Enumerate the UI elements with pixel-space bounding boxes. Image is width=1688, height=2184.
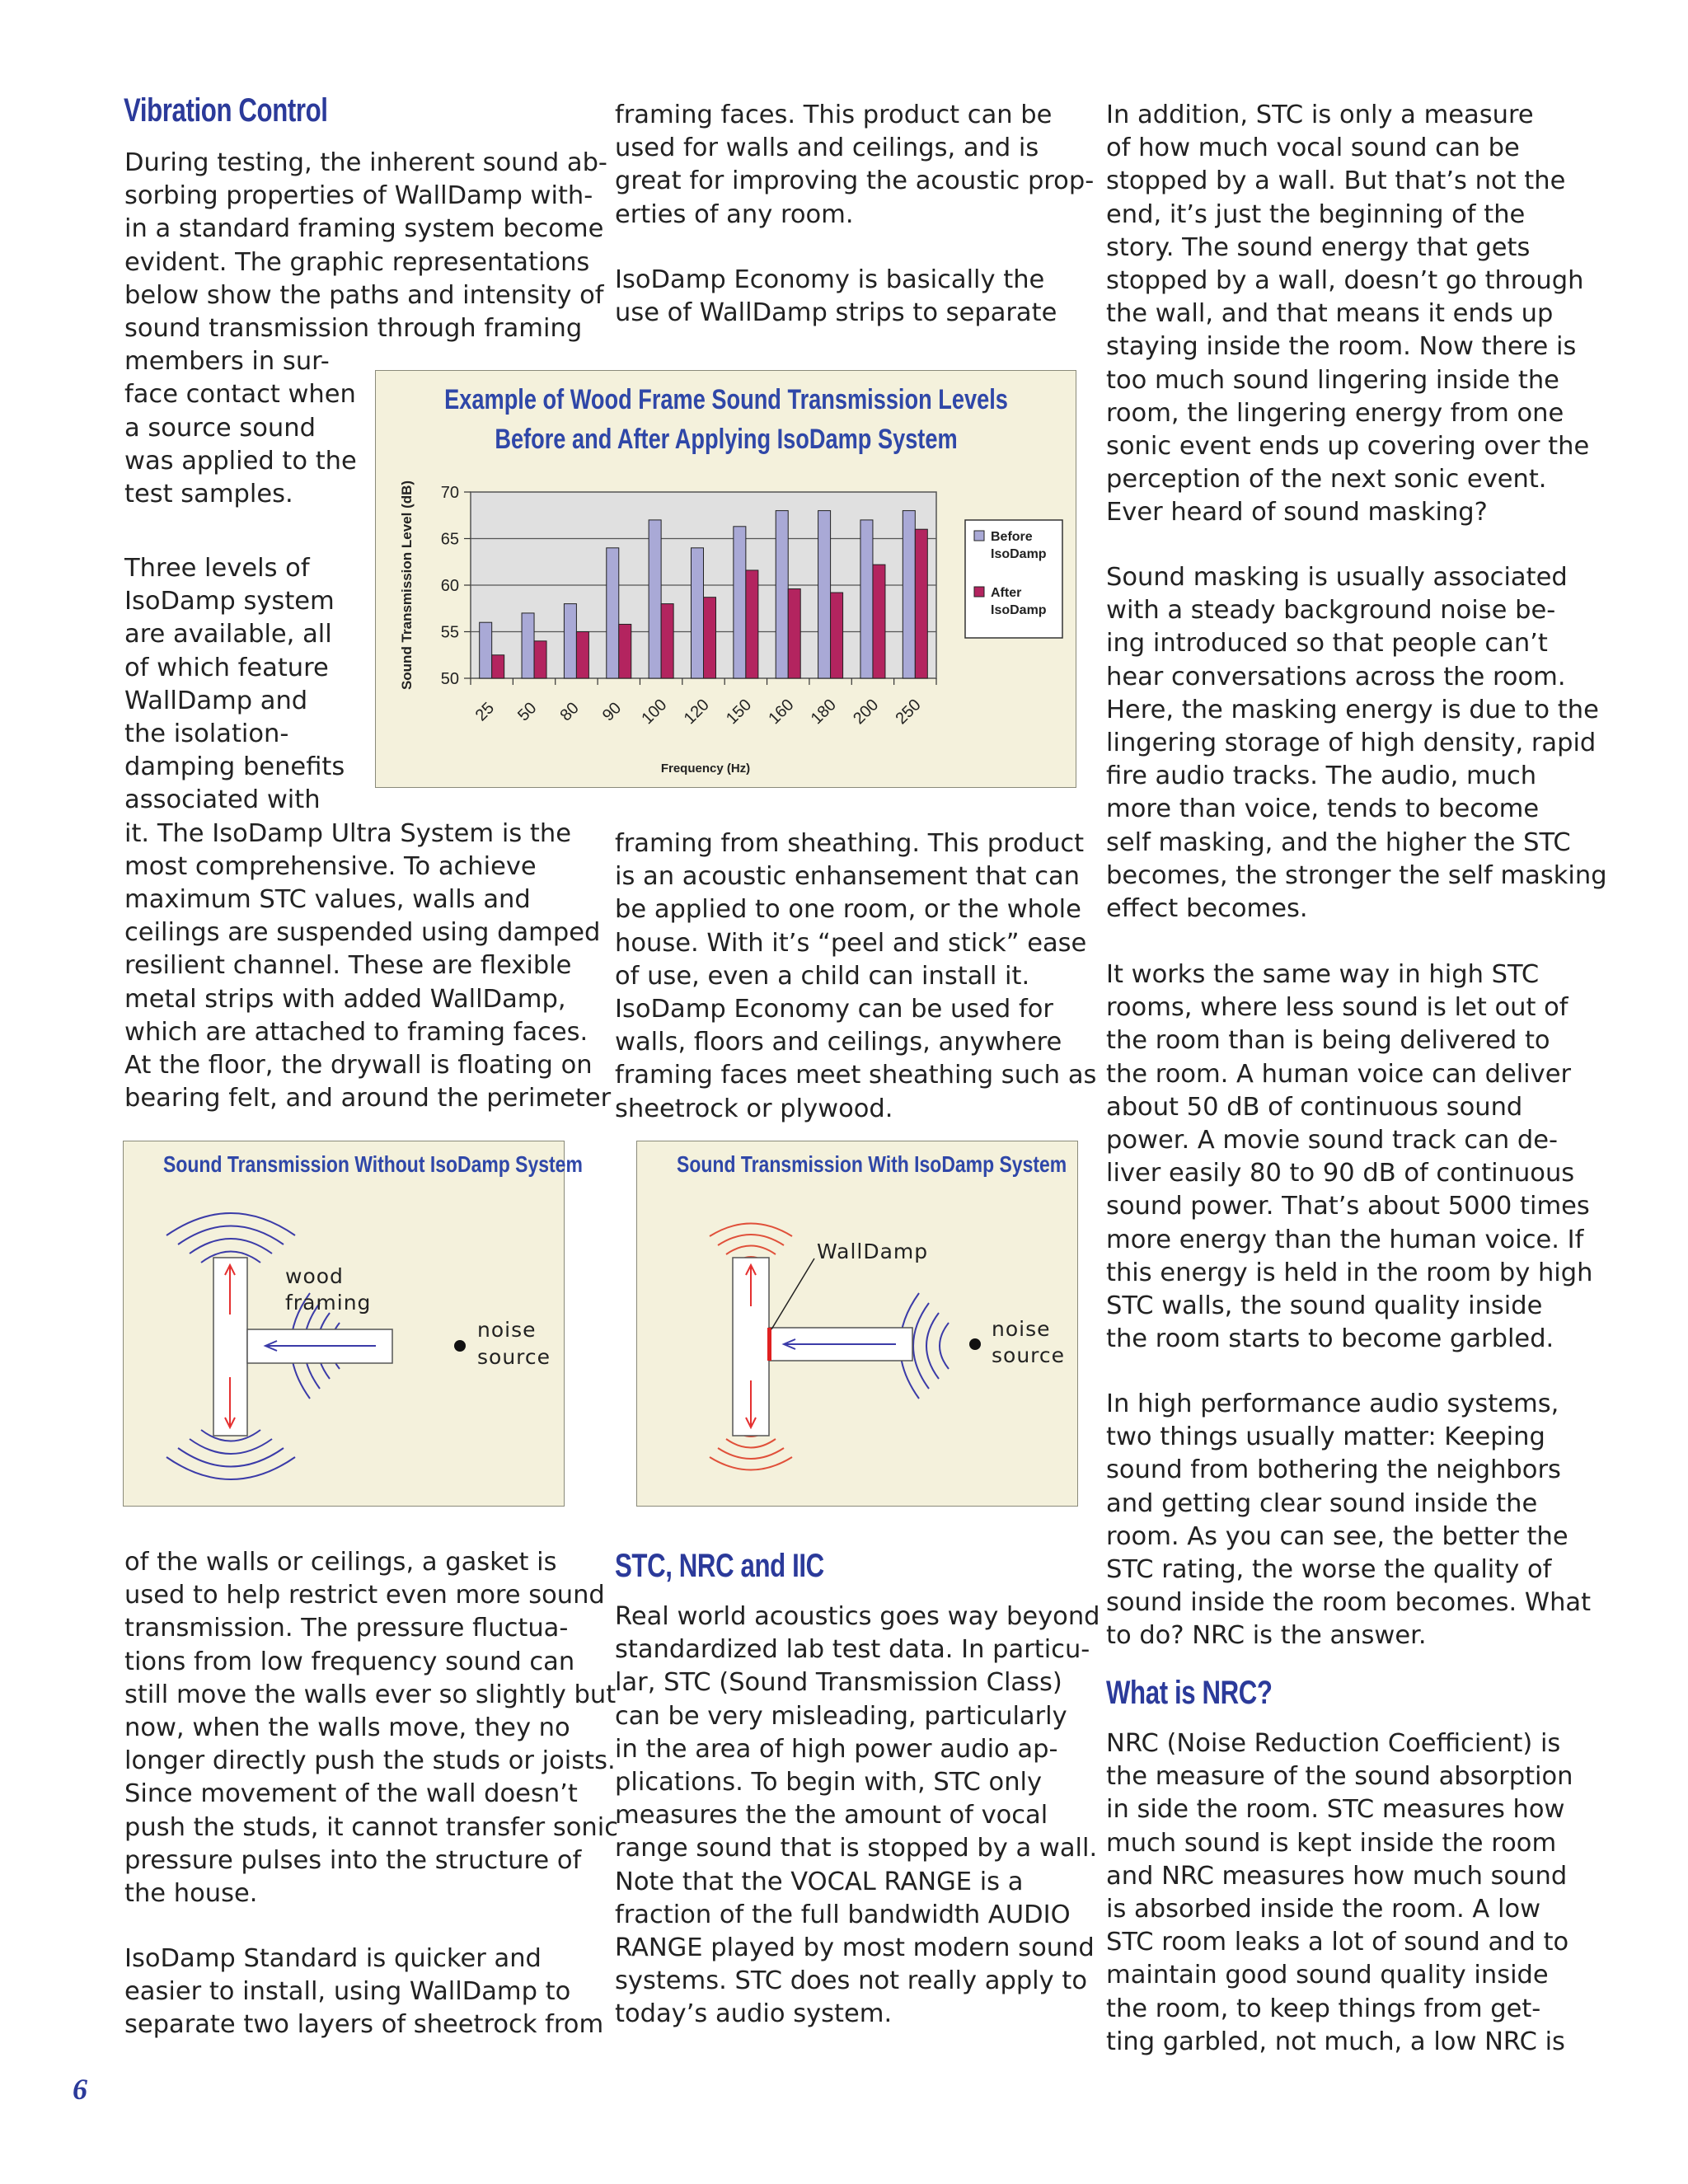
text-line: power. A movie sound track can de- [1106, 1126, 1558, 1155]
text-line: In high performance audio systems, [1106, 1390, 1559, 1418]
text-line: range sound that is stopped by a wall. [615, 1834, 1098, 1863]
text-line: systems. STC does not really apply to [615, 1966, 1088, 1996]
col3-paragraph-5 [1106, 1727, 1573, 2059]
text-line: erties of any room. [615, 199, 854, 229]
sound-waves-bottom-icon [166, 1430, 295, 1479]
text-line: the room. A human voice can deliver [1106, 1059, 1572, 1089]
text-line: self masking, and the higher the STC [1106, 827, 1571, 857]
col3-paragraph-2 [1106, 561, 1607, 926]
diagram-without-isodamp [123, 1141, 583, 1507]
text-line: sheetrock or plywood. [615, 1094, 893, 1123]
x-tick-label: 120 [680, 696, 713, 729]
chart-panel [375, 370, 1076, 788]
text-line: In addition, STC is only a measure [1106, 101, 1534, 129]
x-tick-label: 100 [638, 696, 671, 729]
text-line: sonic event ends up covering over the [1106, 432, 1590, 462]
text-line: separate two layers of sheetrock from [124, 2010, 604, 2040]
label-framing: framing [285, 1291, 372, 1315]
bar-after-160 [788, 589, 800, 678]
text-line: measures the the amount of vocal [615, 1801, 1048, 1830]
x-tick-label: 50 [514, 699, 541, 725]
bar-chart [376, 371, 1077, 789]
legend-label-after-2: IsoDamp [991, 603, 1047, 617]
text-line: room. As you can see, the better the [1106, 1521, 1568, 1551]
bar-after-25 [492, 655, 504, 678]
text-line: tions from low frequency sound can [124, 1647, 575, 1676]
text-line: was applied to the [124, 446, 357, 476]
bar-after-80 [576, 632, 588, 679]
text-line: maintain good sound quality inside [1106, 1961, 1549, 1990]
legend [965, 520, 1062, 638]
text-line: Real world acoustics goes way beyond [615, 1602, 1100, 1631]
text-line: now, when the walls move, they no [124, 1713, 570, 1743]
text-line: the house. [124, 1879, 258, 1909]
x-tick-label: 25 [471, 699, 499, 725]
y-tick-label: 70 [440, 484, 459, 502]
bar-before-180 [818, 511, 831, 678]
text-line: Sound masking is usually associated [1106, 563, 1568, 592]
y-tick-label: 55 [440, 623, 459, 642]
text-line: easier to install, using WallDamp to [124, 1977, 571, 2007]
text-line: the wall, and that means it ends up [1106, 299, 1554, 329]
text-line: metal strips with added WallDamp, [124, 984, 566, 1014]
text-line: below show the paths and intensity of [124, 280, 604, 310]
text-line: push the studs, it cannot transfer sonic [124, 1812, 619, 1842]
text-line: used for walls and ceilings, and is [615, 134, 1039, 163]
col1-paragraph-4 [124, 1943, 603, 2042]
bar-before-120 [692, 548, 704, 678]
x-tick-label: 200 [850, 696, 883, 729]
text-line: staying inside the room. Now there is [1106, 332, 1577, 362]
text-line: and NRC measures how much sound [1106, 1861, 1568, 1891]
text-line: longer directly push the studs or joists. [124, 1746, 616, 1776]
text-line: sound from bothering the neighbors [1106, 1455, 1561, 1485]
bar-after-250 [915, 529, 927, 678]
text-line: can be very misleading, particularly [615, 1701, 1067, 1731]
text-line: be applied to one room, or the whole [615, 895, 1081, 925]
text-line: end, it’s just the beginning of the [1106, 199, 1526, 229]
walldamp-strip [767, 1328, 771, 1361]
heading-what-is-nrc: What is NRC? [1106, 1675, 1273, 1711]
text-line: the room, to keep things from get- [1106, 1994, 1541, 2023]
page-number: 6 [73, 2073, 87, 2106]
text-line: standardized lab test data. In particu- [615, 1635, 1090, 1665]
column-1 [124, 92, 385, 129]
diagram-with-isodamp [636, 1141, 1078, 1507]
text-line: Note that the VOCAL RANGE is a [615, 1867, 1024, 1896]
label-noise: noise [992, 1317, 1051, 1341]
x-tick-label: 160 [765, 696, 798, 729]
bar-before-80 [564, 604, 576, 678]
bar-after-150 [746, 570, 758, 678]
text-line: effect becomes. [1106, 894, 1308, 924]
text-line: associated with [124, 785, 321, 815]
text-line: Here, the masking energy is due to the [1106, 695, 1599, 724]
text-line: much sound is kept inside the room [1106, 1828, 1557, 1858]
text-line: damping benefits [124, 752, 345, 782]
bar-before-50 [522, 613, 534, 678]
diagram-right-title: Sound Transmission With IsoDamp System [677, 1151, 1067, 1177]
text-line: face contact when [124, 380, 356, 410]
text-line: to do? NRC is the answer. [1106, 1621, 1427, 1651]
text-line: it. The IsoDamp Ultra System is the [124, 818, 571, 848]
col2-paragraph-4 [615, 1601, 1100, 2032]
text-line: During testing, the inherent sound ab- [124, 148, 607, 177]
text-line: rooms, where less sound is let out of [1106, 993, 1568, 1023]
text-line: two things usually matter: Keeping [1106, 1422, 1545, 1452]
chart-title-line-1: Example of Wood Frame Sound Transmission Levels [444, 383, 1008, 415]
sound-waves-top-icon [166, 1213, 295, 1263]
noise-source-dot [454, 1340, 466, 1352]
text-line: framing from sheathing. This product [615, 829, 1085, 858]
text-line: this energy is held in the room by high [1106, 1258, 1593, 1287]
text-line: still move the walls ever so slightly but [124, 1680, 617, 1709]
text-line: most comprehensive. To achieve [124, 851, 537, 881]
text-line: RANGE played by most modern sound [615, 1933, 1095, 1963]
text-line: resilient channel. These are flexible [124, 951, 572, 981]
bar-after-180 [831, 593, 843, 678]
diagram-left-drawing [124, 1141, 583, 1507]
diagram-right-drawing [637, 1141, 1079, 1507]
legend-label-before-1: Before [991, 530, 1033, 544]
text-line: becomes, the stronger the self masking [1106, 860, 1607, 890]
text-line: of how much vocal sound can be [1106, 134, 1520, 163]
legend-label-before-2: IsoDamp [991, 547, 1047, 561]
text-line: walls, floors and ceilings, anywhere [615, 1028, 1062, 1057]
text-line: stopped by a wall. But that’s not the [1106, 166, 1566, 196]
text-line: use of WallDamp strips to separate [615, 298, 1057, 328]
text-line: IsoDamp system [124, 587, 335, 616]
text-line: sound transmission through framing [124, 314, 583, 344]
x-tick-label: 250 [892, 696, 925, 729]
col3-paragraph-1 [1106, 99, 1589, 530]
text-line: perception of the next sonic event. [1106, 465, 1547, 494]
text-line: evident. The graphic representations [124, 247, 590, 277]
text-line: fraction of the full bandwidth AUDIO [615, 1900, 1071, 1929]
text-line: sorbing properties of WallDamp with- [124, 181, 593, 211]
text-line: more energy than the human voice. If [1106, 1225, 1584, 1254]
label-wood: wood [285, 1264, 344, 1288]
text-line: STC walls, the sound quality inside [1106, 1291, 1543, 1321]
text-line: STC room leaks a lot of sound and to [1106, 1928, 1569, 1957]
text-line: sound inside the room becomes. What [1106, 1588, 1592, 1618]
x-tick-label: 90 [598, 699, 626, 725]
y-tick-label: 50 [440, 670, 459, 688]
bar-before-160 [776, 511, 788, 678]
text-line: test samples. [124, 480, 293, 509]
chart-title-line-2: Before and After Applying IsoDamp System [495, 423, 958, 455]
heading-stc-nrc-iic: STC, NRC and IIC [615, 1548, 824, 1584]
text-line: framing faces. This product can be [615, 101, 1053, 129]
text-line: pressure pulses into the structure of [124, 1845, 582, 1875]
legend-label-after-1: After [991, 586, 1022, 600]
y-tick-label: 65 [440, 530, 459, 549]
x-tick-label: 180 [807, 696, 840, 729]
text-line: about 50 dB of continuous sound [1106, 1092, 1523, 1122]
text-line: WallDamp and [124, 686, 308, 715]
text-line: fire audio tracks. The audio, much [1106, 762, 1537, 791]
text-line: maximum STC values, walls and [124, 885, 531, 915]
y-tick-label: 60 [440, 577, 459, 595]
bar-before-150 [734, 527, 746, 678]
text-line: At the floor, the drywall is floating on [124, 1051, 593, 1080]
noise-source-dot [969, 1338, 981, 1350]
col2-paragraph-3 [615, 827, 1096, 1126]
text-line: great for improving the acoustic prop- [615, 166, 1095, 196]
text-line: hear conversations across the room. [1106, 662, 1566, 691]
text-line: ting garbled, not much, a low NRC is [1106, 2027, 1565, 2056]
text-line: with a steady background noise be- [1106, 596, 1556, 626]
text-line: transmission. The pressure fluctua- [124, 1614, 569, 1643]
x-tick-label: 150 [723, 696, 756, 729]
text-line: Three levels of [124, 554, 310, 583]
text-line: story. The sound energy that gets [1106, 232, 1531, 262]
bar-before-100 [649, 520, 661, 678]
text-line: of the walls or ceilings, a gasket is [124, 1548, 557, 1577]
text-line: lingering storage of high density, rapid [1106, 729, 1597, 758]
text-line: today’s audio system. [615, 1999, 893, 2029]
text-line: ing introduced so that people can’t [1106, 629, 1548, 658]
label-source: source [992, 1343, 1066, 1367]
col2-paragraph-1 [615, 99, 1094, 232]
text-line: ceilings are suspended using damped [124, 918, 601, 948]
text-line: which are attached to framing faces. [124, 1017, 588, 1047]
text-line: and getting clear sound inside the [1106, 1488, 1538, 1518]
col2-paragraph-2 [615, 264, 1057, 330]
x-axis-label: Frequency (Hz) [660, 762, 751, 776]
text-line: IsoDamp Economy is basically the [615, 265, 1045, 294]
y-axis-label: Sound Transmission Level (dB) [399, 480, 415, 691]
bar-before-200 [860, 520, 873, 678]
text-line: Since movement of the wall doesn’t [124, 1779, 578, 1809]
label-noise: noise [477, 1318, 537, 1342]
bar-before-90 [607, 548, 619, 678]
text-line: framing faces meet sheathing such as [615, 1061, 1097, 1090]
text-line: room, the lingering energy from one [1106, 398, 1564, 428]
text-line: the room starts to become garbled. [1106, 1324, 1554, 1354]
text-line: sound power. That’s about 5000 times [1106, 1192, 1590, 1221]
text-line: the measure of the sound absorption [1106, 1762, 1573, 1792]
text-line: are available, all [124, 620, 332, 649]
text-line: It works the same way in high STC [1106, 960, 1540, 989]
text-line: the room than is being delivered to [1106, 1026, 1550, 1056]
bar-before-250 [903, 511, 915, 678]
text-line: lar, STC (Sound Transmission Class) [615, 1668, 1062, 1698]
label-walldamp: WallDamp [817, 1240, 929, 1263]
text-line: bearing felt, and around the perimeter [124, 1084, 612, 1113]
text-line: in side the room. STC measures how [1106, 1795, 1565, 1825]
x-tick-label: 80 [556, 699, 583, 725]
col1-paragraph-3 [124, 1546, 618, 1910]
text-line: stopped by a wall, doesn’t go through [1106, 266, 1584, 296]
text-line: house. With it’s “peel and stick” ease [615, 928, 1087, 958]
bar-after-100 [661, 604, 673, 678]
text-line: is an acoustic enhansement that can [615, 862, 1080, 892]
text-line: plications. To begin with, STC only [615, 1768, 1043, 1797]
col3-paragraph-4 [1106, 1388, 1591, 1653]
bar-after-50 [534, 641, 546, 678]
text-line: members in sur- [124, 347, 330, 377]
text-line: IsoDamp Economy can be used for [615, 995, 1053, 1024]
label-source: source [477, 1345, 551, 1369]
text-line: NRC (Noise Reduction Coefficient) is [1106, 1729, 1561, 1758]
bar-before-25 [480, 622, 492, 678]
text-line: is absorbed inside the room. A low [1106, 1895, 1541, 1924]
text-line: Ever heard of sound masking? [1106, 498, 1488, 527]
text-line: used to help restrict even more sound [124, 1581, 605, 1610]
legend-swatch-before [974, 531, 984, 541]
heading-vibration-control: Vibration Control [124, 92, 328, 129]
bar-after-200 [873, 565, 885, 678]
text-line: of use, even a child can install it. [615, 961, 1030, 991]
text-line: more than voice, tends to become [1106, 794, 1540, 824]
bar-after-120 [704, 598, 716, 678]
bar-after-90 [619, 624, 631, 678]
walldamp-pointer-line [771, 1258, 814, 1329]
legend-swatch-after [974, 587, 984, 597]
text-line: too much sound lingering inside the [1106, 365, 1559, 395]
text-line: in the area of high power audio ap- [615, 1734, 1058, 1764]
text-line: in a standard framing system become [124, 214, 604, 244]
text-line: STC rating, the worse the quality of [1106, 1555, 1552, 1585]
diagram-left-title: Sound Transmission Without IsoDamp System [163, 1151, 583, 1177]
text-line: IsoDamp Standard is quicker and [124, 1944, 542, 1973]
text-line: liver easily 80 to 90 dB of continuous [1106, 1159, 1575, 1188]
text-line: the isolation- [124, 719, 289, 749]
text-line: a source sound [124, 413, 316, 443]
col3-paragraph-3 [1106, 958, 1592, 1356]
text-line: of which feature [124, 653, 329, 682]
